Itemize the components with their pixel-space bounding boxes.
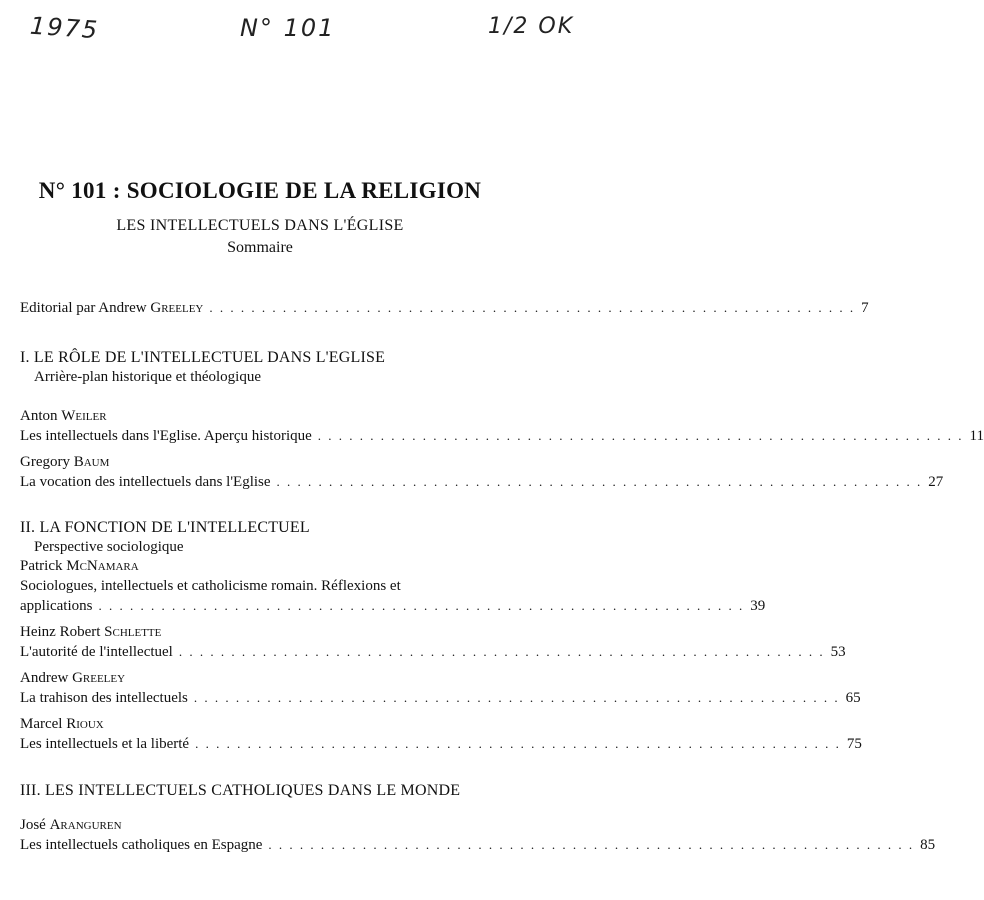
toc-section-1 xyxy=(20,348,984,492)
leader-dots: . . . . . . . . . . . . . . . . . . . . . . . . . . . . . . . . . . . . . . . . . . . . . . . . . . . . . . . . . . . . . . xyxy=(98,598,745,613)
title-block xyxy=(20,178,500,257)
entry-title: Sociologues, intellectuels et catholicisme romain. Réflexions et xyxy=(20,578,401,594)
toc-entry xyxy=(20,472,944,492)
leader-dots: . . . . . . . . . . . . . . . . . . . . . . . . . . . . . . . . . . . . . . . . . . . . . . . . . . . . . . . . . . . . . . xyxy=(268,837,915,852)
sommaire-heading: Sommaire xyxy=(227,239,293,256)
entry-author: Heinz Robert Schlette xyxy=(20,624,162,640)
entry-title: Les intellectuels catholiques en Espagne xyxy=(20,837,263,853)
page-number: 39 xyxy=(750,598,766,614)
section-heading: II. LA FONCTION DE L'INTELLECTUEL xyxy=(20,519,310,536)
toc-entry xyxy=(20,298,869,318)
leader-dots: . . . . . . . . . . . . . . . . . . . . . . . . . . . . . . . . . . . . . . . . . . . . . . . . . . . . . . . . . . . . . . xyxy=(209,300,856,315)
entry-title: Les intellectuels et la liberté xyxy=(20,736,190,752)
entry-author: Marcel Rioux xyxy=(20,716,104,732)
toc-entry xyxy=(20,642,846,662)
toc-entry xyxy=(20,426,984,446)
entry-title: L'autorité de l'intellectuel xyxy=(20,644,173,660)
page-number: 53 xyxy=(830,644,846,660)
page-number: 27 xyxy=(928,474,944,490)
entry-title: La trahison des intellectuels xyxy=(20,690,188,706)
handwritten-issue-number: N° 101 xyxy=(240,14,336,42)
page-number: 65 xyxy=(845,690,861,706)
handwritten-note: 1/2 OK xyxy=(488,14,575,39)
toc-entry xyxy=(20,596,766,616)
page-title: N° 101 : SOCIOLOGIE DE LA RELIGION xyxy=(38,178,482,203)
toc-section-2 xyxy=(20,518,862,754)
leader-dots: . . . . . . . . . . . . . . . . . . . . . . . . . . . . . . . . . . . . . . . . . . . . . . . . . . . . . . . . . . . . . . xyxy=(317,428,964,443)
leader-dots: . . . . . . . . . . . . . . . . . . . . . . . . . . . . . . . . . . . . . . . . . . . . . . . . . . . . . . . . . . . . . . xyxy=(276,474,923,489)
toc-entry xyxy=(20,734,862,754)
entry-author: Anton Weiler xyxy=(20,408,107,424)
leader-dots: . . . . . . . . . . . . . . . . . . . . . . . . . . . . . . . . . . . . . . . . . . . . . . . . . . . . . . . . . . . . . . xyxy=(193,690,840,705)
entry-author: Gregory Baum xyxy=(20,454,110,470)
entry-author: Patrick McNamara xyxy=(20,558,139,574)
handwritten-year: 1975 xyxy=(29,11,100,45)
entry-title: Les intellectuels dans l'Eglise. Aperçu historique xyxy=(20,428,312,444)
page-subtitle: LES INTELLECTUELS DANS L'ÉGLISE xyxy=(116,217,404,234)
toc-entry xyxy=(20,835,936,855)
entry-author: Andrew Greeley xyxy=(20,670,126,686)
page-number: 85 xyxy=(920,837,936,853)
page-number: 7 xyxy=(861,300,869,316)
entry-title-continued: applications xyxy=(20,598,93,614)
entry-title: La vocation des intellectuels dans l'Eglise xyxy=(20,474,271,490)
section-heading: III. LES INTELLECTUELS CATHOLIQUES DANS LE MONDE xyxy=(20,782,461,799)
entry-author: José Aranguren xyxy=(20,817,122,833)
section-subheading: Arrière-plan historique et théologique xyxy=(34,369,262,385)
entry-title: Editorial par Andrew Greeley xyxy=(20,300,204,316)
section-heading: I. LE RÔLE DE L'INTELLECTUEL DANS L'EGLISE xyxy=(20,349,386,366)
toc-section-3 xyxy=(20,781,936,855)
toc-editorial xyxy=(20,298,869,318)
section-subheading: Perspective sociologique xyxy=(34,539,184,555)
toc-entry xyxy=(20,688,861,708)
page-number: 11 xyxy=(969,428,984,444)
leader-dots: . . . . . . . . . . . . . . . . . . . . . . . . . . . . . . . . . . . . . . . . . . . . . . . . . . . . . . . . . . . . . . xyxy=(178,644,825,659)
leader-dots: . . . . . . . . . . . . . . . . . . . . . . . . . . . . . . . . . . . . . . . . . . . . . . . . . . . . . . . . . . . . . . xyxy=(195,736,841,751)
page-number: 75 xyxy=(846,736,862,752)
